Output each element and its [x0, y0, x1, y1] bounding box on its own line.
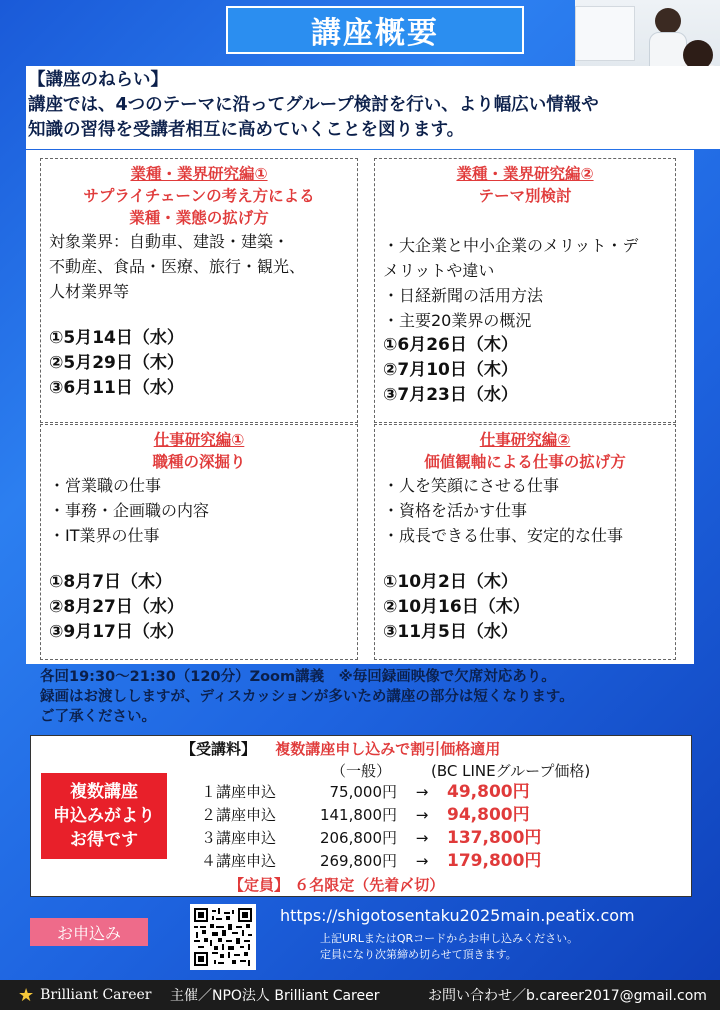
regular-price: 269,800円: [319, 852, 397, 870]
arrow-icon: →: [415, 852, 429, 870]
session-date: ①6月26日（木）: [383, 335, 518, 355]
plan-name: １講座申込: [201, 783, 277, 801]
card-title: 業種・業界研究編②: [456, 165, 594, 183]
card-body-line: ・主要20業界の概況: [383, 311, 532, 330]
instructor-head: [655, 8, 681, 34]
card-body-line: ・IT業界の仕事: [49, 526, 160, 545]
price-row: [201, 850, 541, 873]
fee-header: [181, 738, 500, 759]
card-body-line: ・営業職の仕事: [49, 476, 162, 495]
organizer: 主催／NPO法人 Brilliant Career: [170, 988, 380, 1004]
col-group: (BC LINEグループ価格): [431, 762, 591, 780]
fee-label: 【受講料】: [181, 740, 257, 758]
course-card-industry-2: [374, 158, 676, 423]
note-line: 録画はお渡ししますが、ディスカッションが多いため講座の部分は短くなります。: [40, 689, 574, 705]
plan-name: ３講座申込: [201, 829, 277, 847]
card-body-line: 対象業界：自動車、建設・建築・: [49, 232, 290, 251]
schedule-note: [40, 667, 710, 727]
discount-notice: 複数講座申し込みで割引価格適用: [275, 740, 501, 758]
whiteboard: [575, 6, 635, 61]
apply-instructions: [320, 931, 578, 963]
session-date: ①8月7日（木）: [49, 572, 173, 592]
card-body-line: 人材業界等: [49, 282, 130, 301]
fee-panel: [30, 735, 692, 897]
logo-text: Brilliant Career: [40, 987, 152, 1003]
note-line: 各回19:30～21:30（120分）Zoom講義 ※毎回録画映像で欠席対応あり。: [40, 669, 556, 685]
regular-price: 75,000円: [329, 783, 397, 801]
course-card-job-1: [40, 424, 358, 660]
contact-email[interactable]: お問い合わせ／b.career2017@gmail.com: [428, 988, 707, 1004]
course-card-job-2: [374, 424, 676, 660]
card-subtitle: 価値観軸による仕事の拡げ方: [424, 453, 626, 471]
card-body-line: ・人を笑顔にさせる仕事: [383, 476, 560, 495]
star-icon: ★: [18, 984, 35, 1006]
arrow-icon: →: [415, 783, 429, 801]
arrow-icon: →: [415, 829, 429, 847]
price-row: [201, 827, 541, 850]
discount-price: 49,800円: [447, 782, 530, 802]
discount-price: 137,800円: [447, 828, 542, 848]
session-date: ②8月27日（水）: [49, 597, 184, 617]
qr-code-icon[interactable]: [190, 904, 256, 970]
discount-price: 94,800円: [447, 805, 530, 825]
session-date: ①5月14日（水）: [49, 328, 184, 348]
col-general: （一般）: [331, 762, 392, 780]
price-row: [201, 781, 541, 804]
apply-button[interactable]: お申込み: [30, 918, 148, 946]
card-subtitle: テーマ別検討: [478, 187, 572, 205]
qr-code-graphic: [194, 908, 252, 966]
session-date: ③6月11日（水）: [49, 378, 184, 398]
card-body-line: ・成長できる仕事、安定的な仕事: [383, 526, 624, 545]
aim-line-1: 講座では、4つのテーマに沿ってグループ検討を行い、より幅広い情報や: [28, 95, 599, 115]
arrow-icon: →: [415, 806, 429, 824]
card-title: 仕事研究編①: [153, 431, 245, 449]
page-title: 講座概要: [226, 6, 524, 54]
session-date: ①10月2日（木）: [383, 572, 518, 592]
session-date: ③11月5日（水）: [383, 622, 518, 642]
apply-note-line: 上記URLまたはQRコードからお申し込みください。: [320, 932, 579, 945]
card-subtitle: 職種の深掘り: [152, 453, 246, 471]
badge-line: 複数講座: [70, 782, 138, 802]
course-aim: [26, 66, 720, 149]
aim-line-2: 知識の習得を受講者相互に高めていくことを図ります。: [28, 120, 465, 140]
card-subtitle: 業種・業態の拡げ方: [129, 209, 269, 227]
card-subtitle: サプライチェーンの考え方による: [83, 187, 315, 205]
regular-price: 206,800円: [319, 829, 397, 847]
note-line: ご了承ください。: [40, 709, 156, 725]
session-date: ②10月16日（木）: [383, 597, 530, 617]
badge-line: 申込みがより: [53, 806, 155, 826]
card-body-line: 不動産、食品・医療、旅行・観光、: [49, 257, 306, 276]
card-title: 業種・業界研究編①: [130, 165, 268, 183]
session-date: ③9月17日（水）: [49, 622, 184, 642]
card-body-line: ・資格を活かす仕事: [383, 501, 528, 520]
session-date: ③7月23日（水）: [383, 385, 518, 405]
discount-badge: [41, 773, 167, 859]
session-date: ②5月29日（木）: [49, 353, 184, 373]
price-row: [201, 804, 541, 827]
brand-logo: [0, 985, 170, 1006]
plan-name: ２講座申込: [201, 806, 277, 824]
session-date: ②7月10日（木）: [383, 360, 518, 380]
card-body-line: ・日経新聞の活用方法: [383, 286, 544, 305]
plan-name: ４講座申込: [201, 852, 277, 870]
badge-line: お得です: [70, 830, 138, 850]
capacity-note: 【定員】 ６名限定（先着〆切）: [229, 876, 445, 894]
footer-bar: [0, 980, 720, 1010]
apply-note-line: 定員になり次第締め切らせて頂きます。: [320, 948, 517, 961]
apply-url-link[interactable]: https://shigotosentaku2025main.peatix.com: [280, 906, 635, 925]
price-table: [201, 781, 541, 873]
card-body-line: ・事務・企画職の内容: [49, 501, 210, 520]
card-title: 仕事研究編②: [479, 431, 571, 449]
card-body-line: ・大企業と中小企業のメリット・デ: [383, 236, 639, 255]
discount-price: 179,800円: [447, 851, 542, 871]
aim-label: 【講座のねらい】: [28, 70, 168, 90]
course-card-industry-1: [40, 158, 358, 423]
regular-price: 141,800円: [319, 806, 397, 824]
card-body-line: メリットや違い: [383, 261, 495, 280]
